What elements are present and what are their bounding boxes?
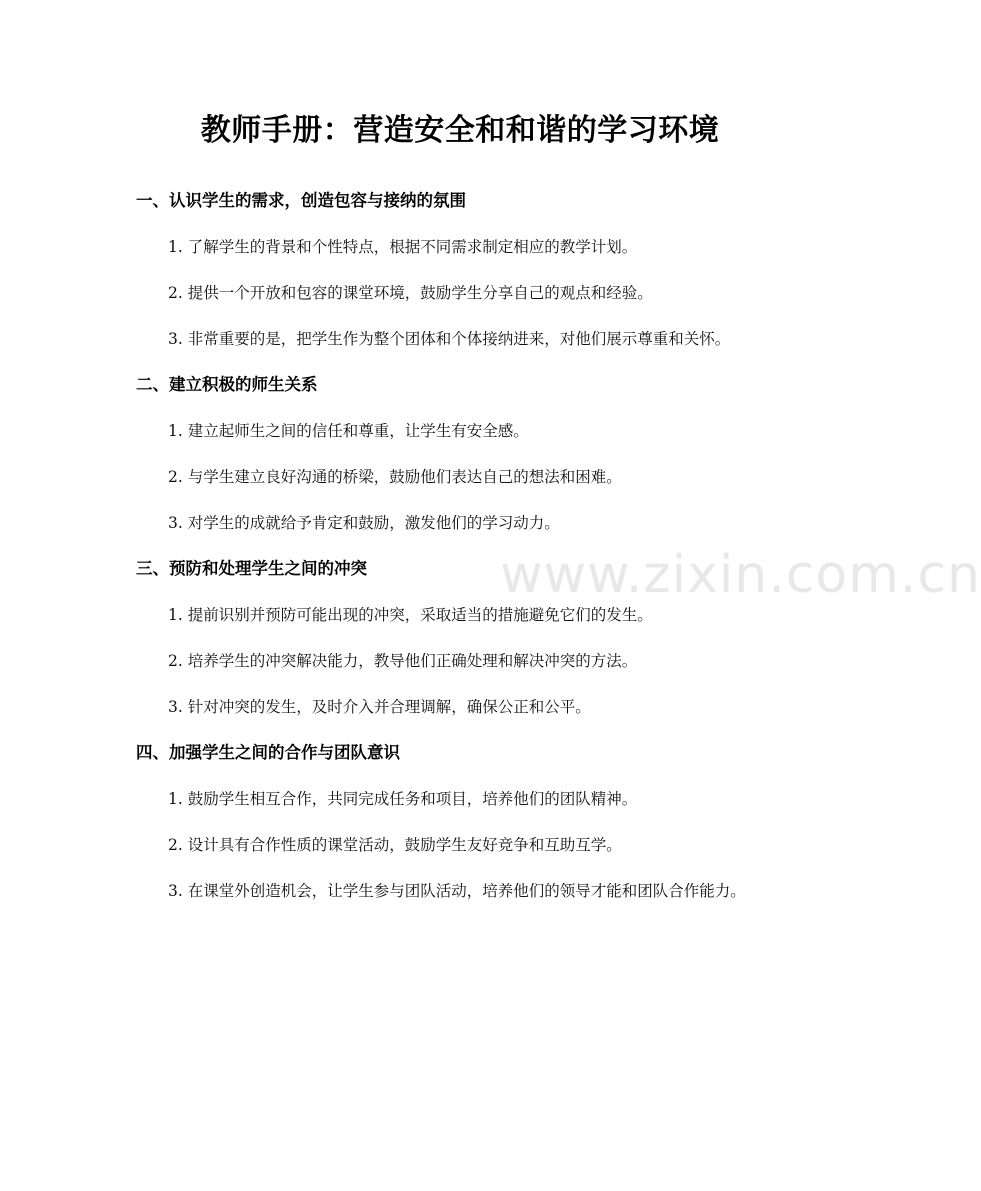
list-item: 2. 提供一个开放和包容的课堂环境，鼓励学生分享自己的观点和经验。 [168,284,653,302]
list-item: 1. 提前识别并预防可能出现的冲突，采取适当的措施避免它们的发生。 [168,606,653,624]
list-item: 2. 设计具有合作性质的课堂活动，鼓励学生友好竞争和互助互学。 [168,836,622,854]
list-item: 1. 建立起师生之间的信任和尊重，让学生有安全感。 [168,422,529,440]
list-item: 2. 培养学生的冲突解决能力，教导他们正确处理和解决冲突的方法。 [168,652,638,670]
section-heading: 四、加强学生之间的合作与团队意识 [136,743,400,762]
watermark-text: www.zixin.com.cn [500,545,981,605]
section-1 [136,186,788,354]
list-item: 2. 与学生建立良好沟通的桥梁，鼓励他们表达自己的想法和困难。 [168,468,622,486]
section-3 [136,554,788,722]
list-item: 3. 针对冲突的发生，及时介入并合理调解，确保公正和公平。 [168,698,591,716]
document-title: 教师手册：营造安全和和谐的学习环境 [200,113,720,148]
section-heading: 一、认识学生的需求，创造包容与接纳的氛围 [136,191,466,210]
list-item: 3. 非常重要的是，把学生作为整个团体和个体接纳进来，对他们展示尊重和关怀。 [168,330,731,348]
list-item: 1. 鼓励学生相互合作，共同完成任务和项目，培养他们的团队精神。 [168,790,638,808]
list-item: 3. 对学生的成就给予肯定和鼓励，激发他们的学习动力。 [168,514,560,532]
section-2 [136,370,788,538]
section-heading: 二、建立积极的师生关系 [136,375,318,394]
list-item: 3. 在课堂外创造机会，让学生参与团队活动，培养他们的领导才能和团队合作能力。 [168,882,746,900]
section-4 [136,738,788,906]
section-heading: 三、预防和处理学生之间的冲突 [136,559,367,578]
list-item: 1. 了解学生的背景和个性特点，根据不同需求制定相应的教学计划。 [168,238,638,256]
document-body [136,186,788,922]
